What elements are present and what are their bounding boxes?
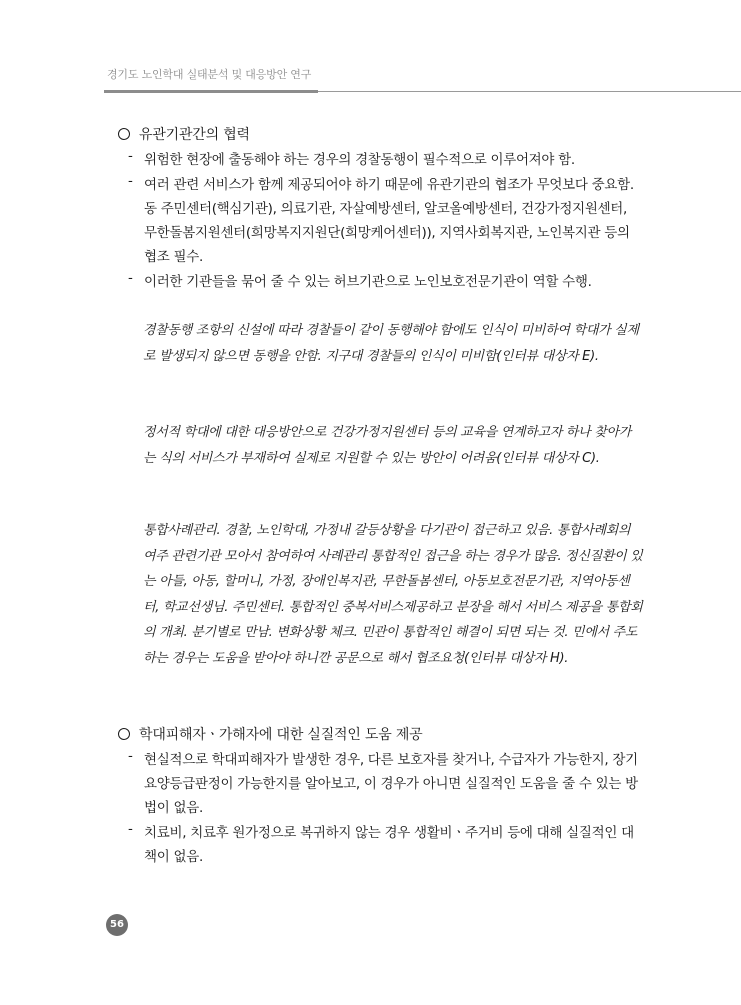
list-item xyxy=(128,270,642,294)
dash-bullet-icon: - xyxy=(128,270,133,286)
circle-bullet-icon xyxy=(118,128,130,140)
interview-quote: 경찰동행 조항의 신설에 따라 경찰들이 같이 동행해야 함에도 인식이 미비하여 학대가 실제로 발생되지 않으면 동행을 안함. 지구대 경찰들의 인식이 미비함(인터뷰 대상자 E). xyxy=(143,323,639,364)
list-item-text: 현실적으로 학대피해자가 발생한 경우, 다른 보호자를 찾거나, 수급자가 가능한지, 장기요양등급판정이 가능한지를 알아보고, 이 경우가 아니면 실질적인 도움을 줄 수 있는 방법이 없음. xyxy=(144,752,638,816)
dash-bullet-icon: - xyxy=(128,148,133,164)
dash-bullet-icon: - xyxy=(128,173,133,189)
list-item-text: 이러한 기관들을 묶어 줄 수 있는 허브기관으로 노인보호전문기관이 역할 수행. xyxy=(144,274,592,290)
page-number: 56 xyxy=(106,914,128,936)
section-heading-cooperation xyxy=(118,124,250,144)
interview-quote: 정서적 학대에 대한 대응방안으로 건강가정지원센터 등의 교육을 연계하고자 하나 찾아가는 식의 서비스가 부재하여 실제로 지원할 수 있는 방안이 어려움(인터뷰 대상자 C). xyxy=(143,425,632,466)
section-heading-text: 학대피해자ㆍ가해자에 대한 실질적인 도움 제공 xyxy=(139,727,423,743)
dash-bullet-icon: - xyxy=(128,748,133,764)
list-item xyxy=(128,148,642,172)
section-heading-support xyxy=(118,724,422,744)
list-item-text: 여러 관련 서비스가 함께 제공되어야 하기 때문에 유관기관의 협조가 무엇보다 중요함. 동 주민센터(핵심기관), 의료기관, 자살예방센터, 알코올예방센터, 건강가정지원센터, 무한돌봄지원센터(희망복지지원단(희망케어센터)), 지역사회복지관, 노인복지관 등의 협조 필수. xyxy=(144,177,634,265)
list-item-text: 위험한 현장에 출동해야 하는 경우의 경찰동행이 필수적으로 이루어져야 함. xyxy=(144,152,575,168)
running-header-title: 경기도 노인학대 실태분석 및 대응방안 연구 xyxy=(107,68,312,81)
dash-bullet-icon: - xyxy=(128,821,133,837)
list-item xyxy=(128,748,642,820)
header-divider-accent xyxy=(104,90,318,93)
interview-quote: 통합사례관리. 경찰, 노인학대, 가정내 갈등상황을 다기관이 접근하고 있음. 통합사례회의 여주 관련기관 모아서 참여하여 사례관리 통합적인 접근을 하는 경우가 많음. 정신질환이 있는 아들, 아동, 할머니, 가정, 장애인복지관, 무한돌봄센터, 아동보호전문기관, 지역아동센터, 학교선생님. 주민센터. 통합적인 중복서비스제공하고 분장을 해서 서비스 제공을 통합회의 개최. 분기별로 만남. 변화상황 체크. 민관이 통합적인 해결이 되면 되는 것. 민에서 주도하는 경우는 도움을 받아야 하니깐 공문으로 해서 협조요청(인터뷰 대상자 H). xyxy=(143,523,643,666)
section-heading-text: 유관기관간의 협력 xyxy=(139,127,250,143)
circle-bullet-icon xyxy=(118,728,130,740)
list-item xyxy=(128,821,642,869)
list-item-text: 치료비, 치료후 원가정으로 복귀하지 않는 경우 생활비ㆍ주거비 등에 대해 실질적인 대책이 없음. xyxy=(144,825,634,865)
list-item xyxy=(128,173,642,269)
